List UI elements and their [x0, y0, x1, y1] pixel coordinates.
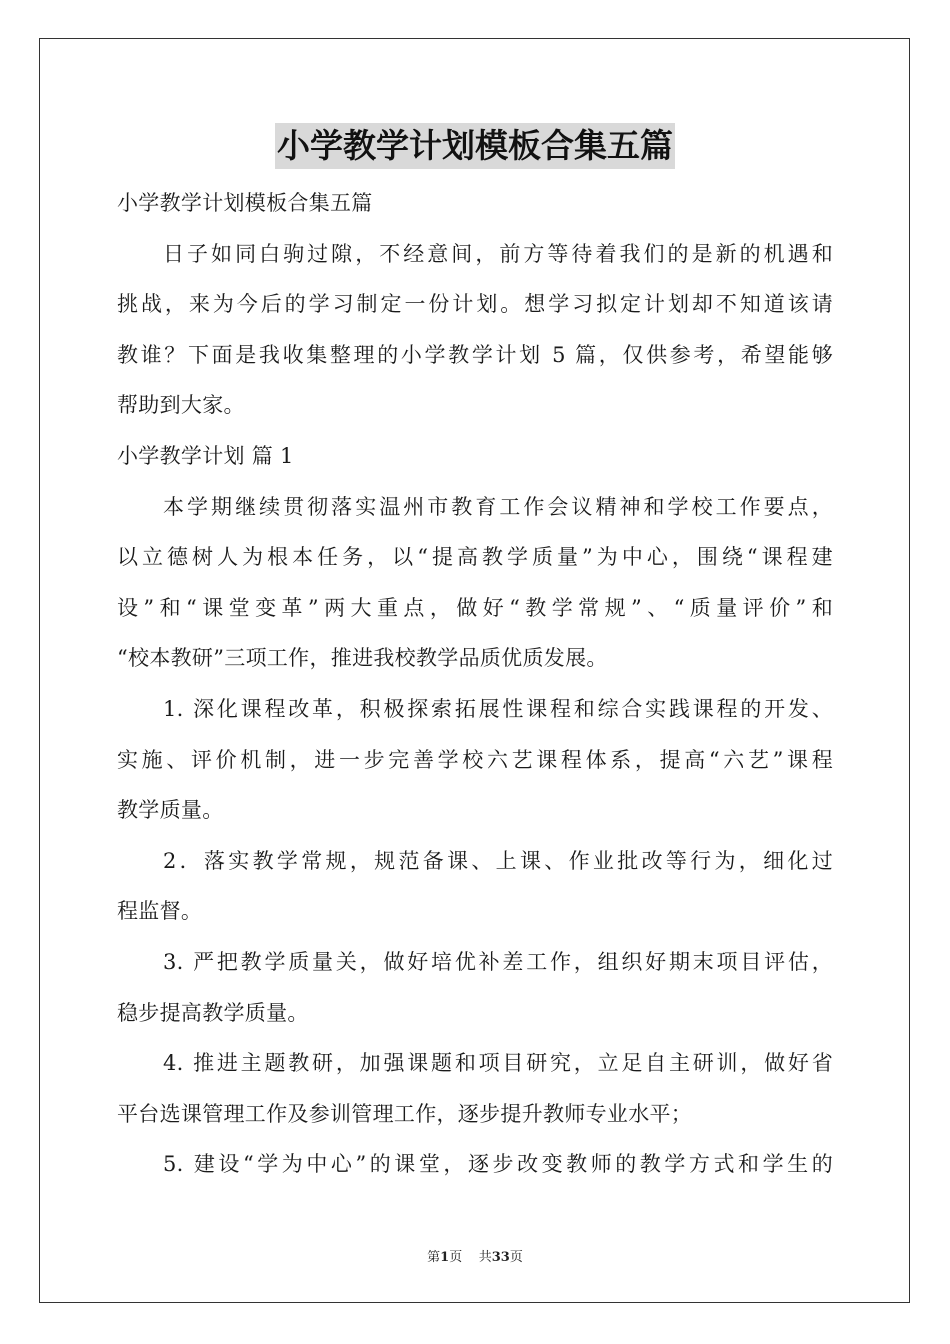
list-item-line: 4. 推进主题教研，加强课题和项目研究，立足自主研训，做好省: [163, 1051, 833, 1076]
subtitle-line: 小学教学计划模板合集五篇: [117, 191, 373, 215]
section-heading: 小学教学计划 篇 1: [117, 443, 294, 468]
section-paragraph-line: 以立德树人为根本任务，以“提高教学质量”为中心，围绕“课程建: [117, 545, 833, 570]
intro-paragraph-line: 挑战，来为今后的学习制定一份计划。想学习拟定计划却不知道该请: [117, 292, 833, 317]
footer-middle: 页 共: [449, 1250, 492, 1265]
document-body: [117, 178, 833, 1190]
list-item-line: 程监督。: [117, 899, 203, 924]
footer-prefix: 第: [427, 1250, 441, 1265]
document-title: 小学教学计划模板合集五篇: [275, 123, 675, 169]
list-item-line: 3. 严把教学质量关，做好培优补差工作，组织好期末项目评估，: [163, 949, 833, 974]
section-paragraph-line: 本学期继续贯彻落实温州市教育工作会议精神和学校工作要点，: [163, 494, 833, 519]
list-item-line: 5. 建设“学为中心”的课堂，逐步改变教师的教学方式和学生的: [163, 1152, 833, 1177]
section-paragraph-line: 设”和“课堂变革”两大重点，做好“教学常规”、“质量评价”和: [117, 595, 833, 620]
list-item-line: 2．落实教学常规，规范备课、上课、作业批改等行为，细化过: [163, 848, 833, 873]
current-page-number: 1: [440, 1250, 450, 1265]
footer-suffix: 页: [509, 1250, 523, 1265]
list-item-line: 稳步提高教学质量。: [117, 1000, 309, 1025]
title-container: [0, 123, 950, 169]
list-item-line: 教学质量。: [117, 798, 224, 823]
page-footer: [0, 1246, 950, 1265]
intro-paragraph-line: 教谁？下面是我收集整理的小学教学计划 5 篇，仅供参考，希望能够: [117, 342, 833, 367]
total-page-count: 33: [491, 1250, 510, 1265]
section-paragraph-line: “校本教研”三项工作，推进我校教学品质优质发展。: [117, 646, 608, 671]
intro-paragraph-line: 日子如同白驹过隙，不经意间，前方等待着我们的是新的机遇和: [163, 241, 833, 266]
list-item-line: 实施、评价机制，进一步完善学校六艺课程体系，提高“六艺”课程: [117, 747, 833, 772]
list-item-line: 平台选课管理工作及参训管理工作，逐步提升教师专业水平；: [117, 1101, 693, 1126]
intro-paragraph-line: 帮助到大家。: [117, 393, 245, 418]
list-item-line: 1. 深化课程改革，积极探索拓展性课程和综合实践课程的开发、: [163, 696, 833, 721]
